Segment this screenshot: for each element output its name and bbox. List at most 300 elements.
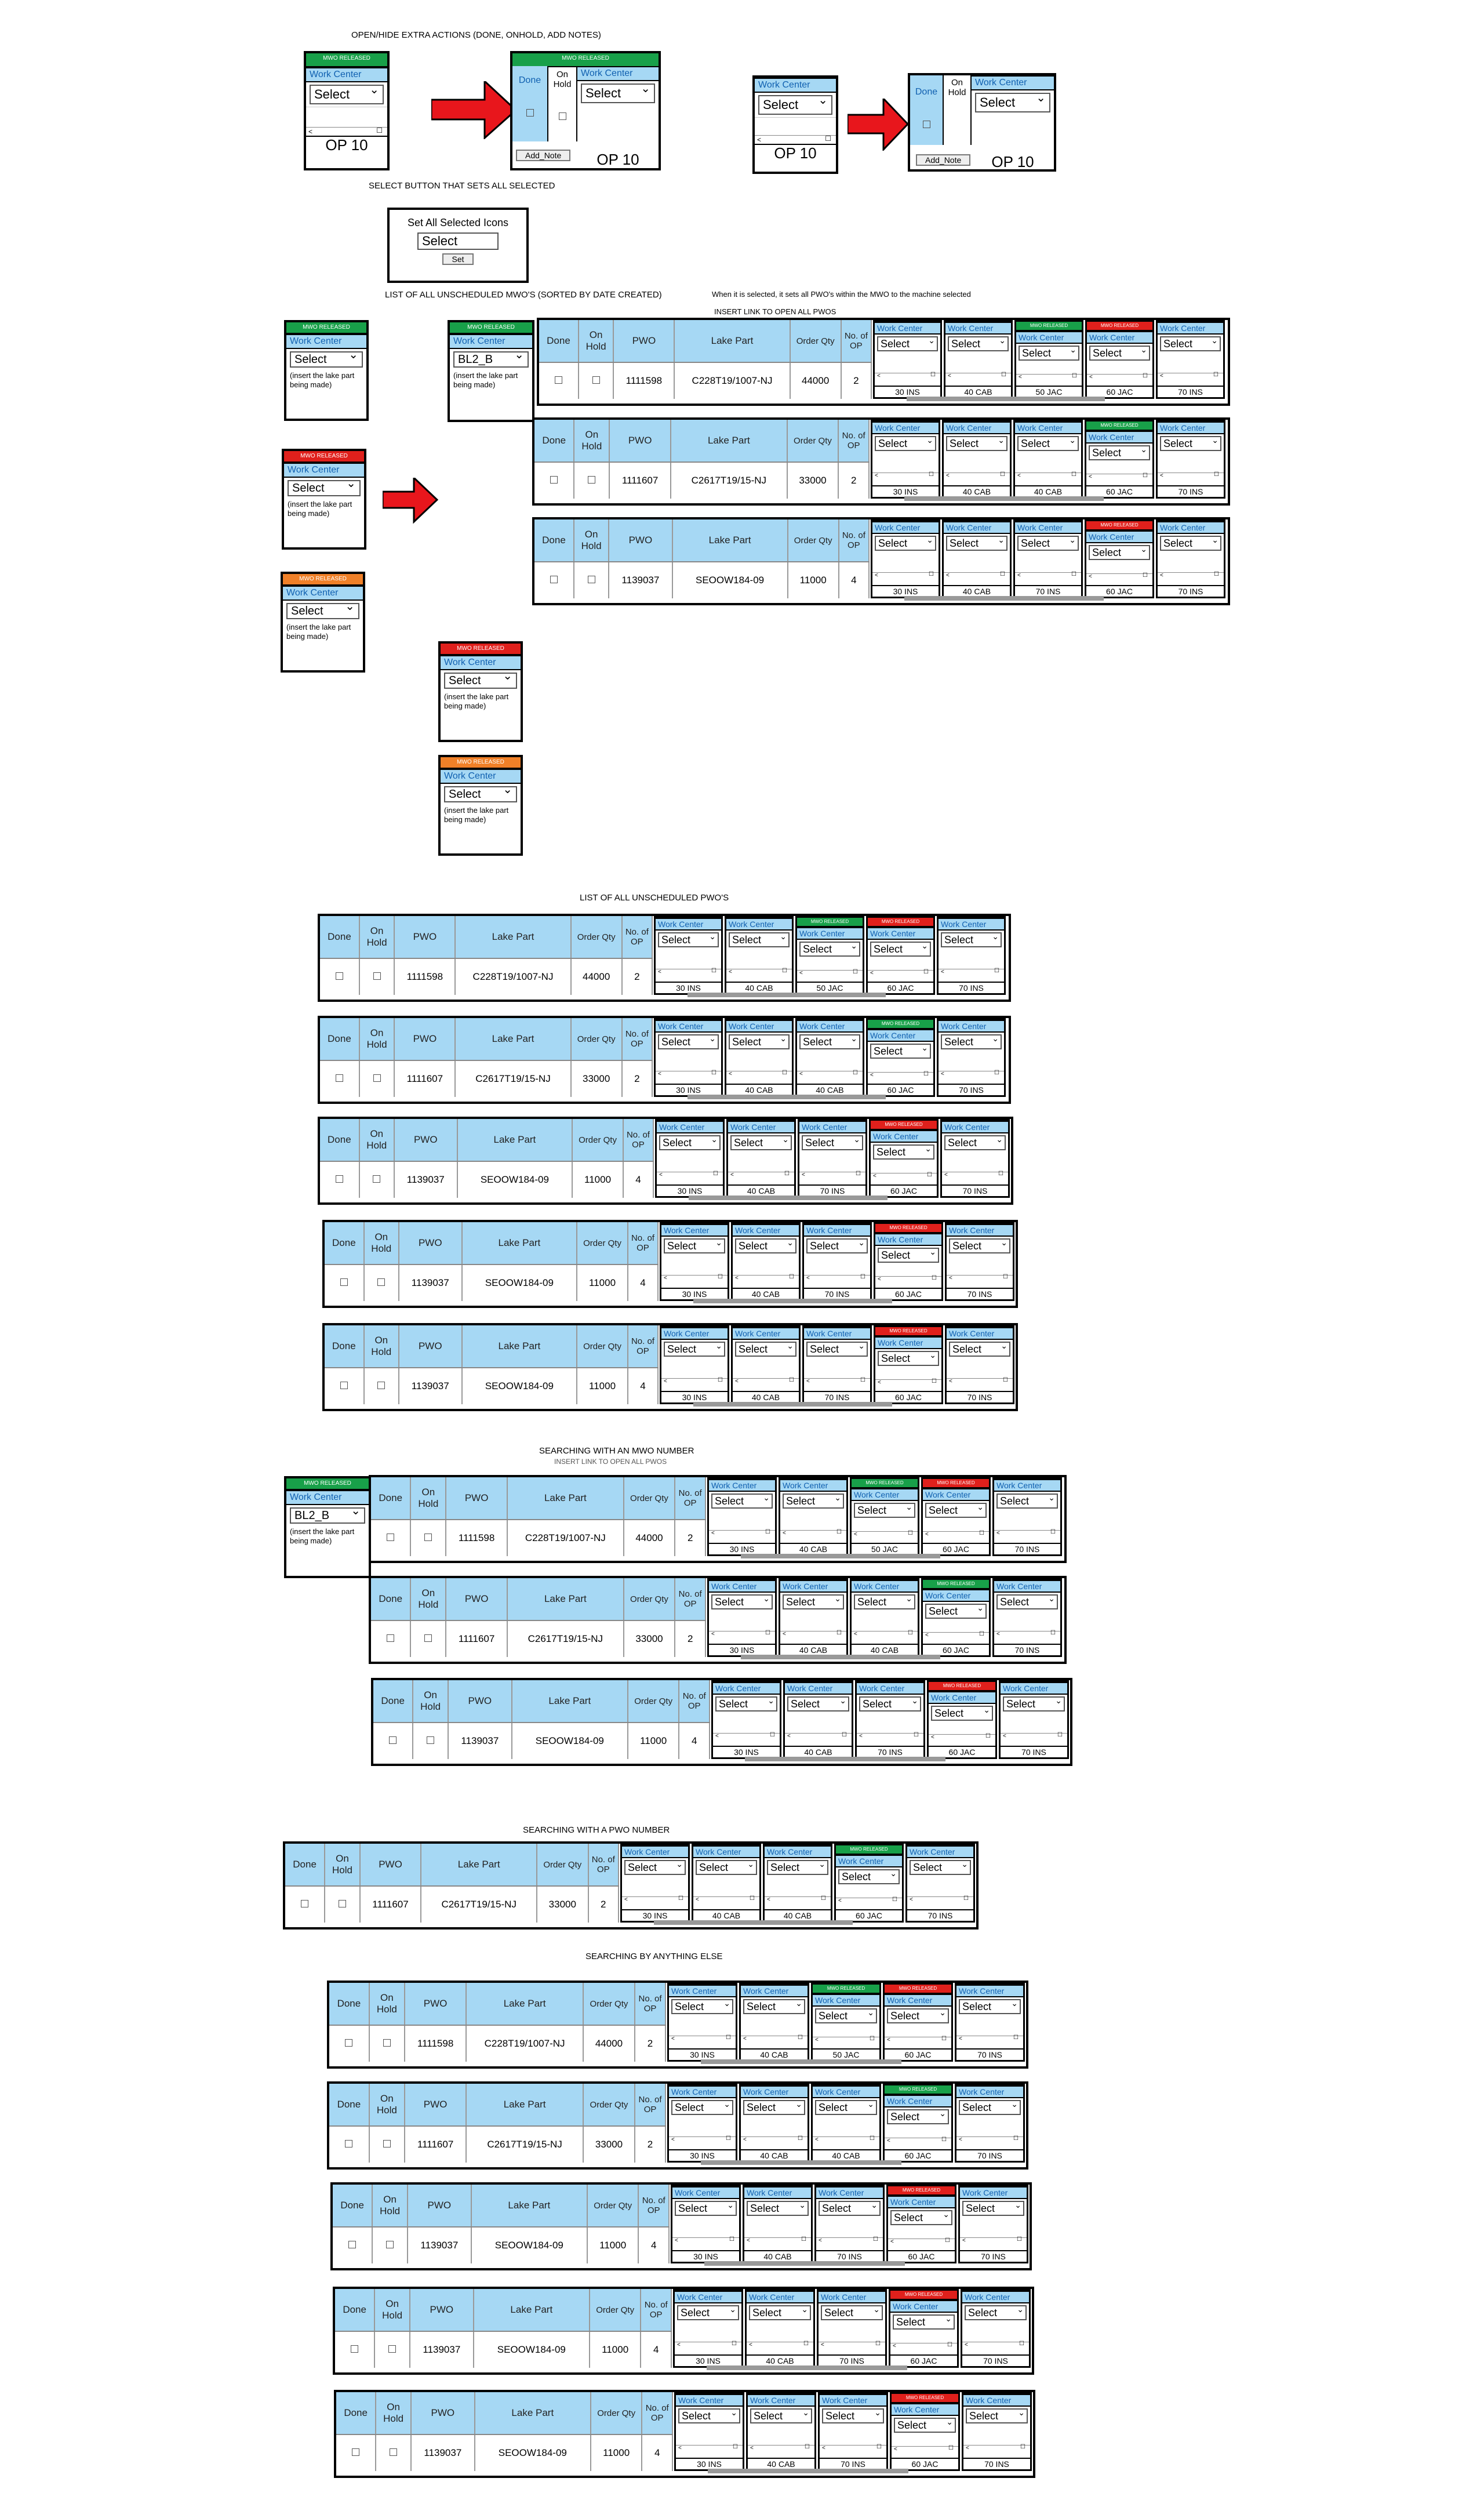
scroll-left[interactable]: < ☐ xyxy=(890,2343,957,2349)
work-center-select[interactable]: Select ⌄ xyxy=(1160,336,1221,351)
scroll-left[interactable]: < ☐ xyxy=(726,969,792,975)
machine-label: 70 INS xyxy=(947,1288,1013,1299)
header-lake-part: Lake Part xyxy=(512,1680,628,1723)
horizontal-scrollbar[interactable] xyxy=(701,2059,901,2064)
scroll-left[interactable]: < ☐ xyxy=(885,2037,951,2043)
scroll-left[interactable]: < ☐ xyxy=(744,2237,811,2244)
work-center-select[interactable]: Select ⌄ xyxy=(1089,445,1150,460)
scroll-left[interactable]: < ☐ xyxy=(929,1734,995,1740)
scroll-left[interactable]: < ☐ xyxy=(676,2445,743,2451)
machine-widget xyxy=(725,1018,794,1097)
scroll-left[interactable]: < ☐ xyxy=(994,1530,1060,1536)
work-center-header: Work Center xyxy=(885,2095,951,2107)
work-center-select[interactable]: Select ⌄ xyxy=(822,2408,884,2423)
machine-widget xyxy=(940,1119,1010,1198)
horizontal-scrollbar[interactable] xyxy=(741,1655,940,1659)
scroll-left[interactable]: < ☐ xyxy=(942,1172,1008,1178)
work-center-select[interactable]: Select ⌄ xyxy=(949,1238,1010,1253)
scroll-left[interactable]: < ☐ xyxy=(306,127,387,136)
set-all-select[interactable]: Select xyxy=(417,232,499,250)
work-center-select[interactable]: Select ⌄ xyxy=(696,1860,757,1875)
machine-label: 30 INS xyxy=(669,2149,736,2161)
onhold-checkbox[interactable] xyxy=(427,1736,434,1744)
scroll-left[interactable]: < ☐ xyxy=(656,969,721,975)
scroll-left[interactable]: < ☐ xyxy=(661,1275,728,1281)
work-center-select[interactable]: Select ⌄ xyxy=(1017,536,1079,551)
work-center-select[interactable]: Select ⌄ xyxy=(675,2201,737,2216)
done-checkbox[interactable] xyxy=(340,1382,348,1389)
scroll-left[interactable]: < ☐ xyxy=(820,2445,886,2451)
work-center-select[interactable]: Select ⌄ xyxy=(815,2008,877,2023)
mwo-select-bl2b[interactable]: BL2_B ⌄ xyxy=(290,1507,365,1524)
scroll-left[interactable]: < ☐ xyxy=(804,1378,870,1385)
scroll-left[interactable]: < ☐ xyxy=(923,1531,989,1538)
pwo-cell: 1139037 xyxy=(399,1368,462,1404)
op-count-cell: 2 xyxy=(622,958,652,995)
work-center-select[interactable]: Select ⌄ xyxy=(658,932,719,947)
scroll-left[interactable]: < ☐ xyxy=(780,1631,846,1637)
machine-widget xyxy=(798,1119,867,1198)
horizontal-scrollbar[interactable] xyxy=(689,1196,888,1200)
op-count-cell: 4 xyxy=(628,1264,658,1301)
work-center-select[interactable]: Select ⌄ xyxy=(965,2305,1027,2320)
onhold-checkbox[interactable] xyxy=(592,376,600,384)
onhold-checkbox[interactable] xyxy=(373,1175,380,1183)
scroll-left[interactable]: < ☐ xyxy=(1086,474,1152,480)
work-center-select[interactable]: Select ⌄ xyxy=(996,1594,1058,1609)
work-center-select[interactable]: Select ⌄ xyxy=(783,1594,844,1609)
scroll-left[interactable]: < ☐ xyxy=(875,1276,941,1282)
work-center-select[interactable]: Select ⌄ xyxy=(910,1860,971,1875)
work-center-select[interactable]: Select ⌄ xyxy=(877,336,938,351)
work-center-select[interactable]: Select ⌄ xyxy=(787,1696,849,1712)
work-center-header: Work Center xyxy=(785,1682,852,1695)
work-center-select[interactable]: Select ⌄ xyxy=(743,2100,805,2115)
work-center-select[interactable]: Select ⌄ xyxy=(859,1696,921,1712)
scroll-left[interactable]: < ☐ xyxy=(944,473,1010,479)
work-center-select[interactable]: Select ⌄ xyxy=(729,1034,790,1049)
scroll-left[interactable]: < ☐ xyxy=(780,1530,846,1536)
scroll-left[interactable]: < ☐ xyxy=(765,1896,831,1903)
scroll-left[interactable]: < ☐ xyxy=(939,1071,1004,1077)
search-mwo-row-2 xyxy=(369,1576,1067,1664)
horizontal-scrollbar[interactable] xyxy=(904,596,1104,601)
done-checkbox[interactable] xyxy=(345,2140,352,2147)
work-center-select[interactable]: Select ⌄ xyxy=(735,1238,796,1253)
mwo-select[interactable]: Select ⌄ xyxy=(444,786,517,802)
scroll-left[interactable]: < ☐ xyxy=(1015,572,1081,579)
onhold-checkbox[interactable] xyxy=(386,2241,394,2248)
done-checkbox[interactable] xyxy=(301,1900,308,1907)
scroll-left[interactable]: < ☐ xyxy=(947,1275,1013,1281)
scroll-left[interactable]: < ☐ xyxy=(733,1275,799,1281)
onhold-checkbox[interactable] xyxy=(383,2039,391,2047)
work-center-select[interactable]: Select ⌄ xyxy=(750,2408,812,2423)
op-count-cell: 2 xyxy=(675,1520,705,1556)
done-checkbox[interactable] xyxy=(526,109,534,117)
work-center-select[interactable]: Select ⌄ xyxy=(887,2008,949,2023)
onhold-checkbox[interactable] xyxy=(390,2448,397,2456)
op-count-cell: 4 xyxy=(839,562,869,598)
work-center-select[interactable]: Select ⌄ xyxy=(671,2100,733,2115)
work-center-select[interactable]: Select ⌄ xyxy=(659,1135,721,1150)
work-center-header: Work Center xyxy=(945,322,1011,335)
work-center-select[interactable]: Select ⌄ xyxy=(624,1860,686,1875)
order-qty-cell: 33000 xyxy=(571,1060,622,1097)
done-checkbox[interactable] xyxy=(336,972,343,980)
horizontal-scrollbar[interactable] xyxy=(708,2469,908,2473)
machine-label: 40 CAB xyxy=(1015,485,1081,497)
caption-pwo-list: LIST OF ALL UNSCHEDULED PWO'S xyxy=(580,893,729,903)
work-center-select[interactable]: Select ⌄ xyxy=(925,1503,987,1518)
scroll-left[interactable]: < ☐ xyxy=(1001,1733,1067,1739)
onhold-cell xyxy=(369,2126,405,2163)
work-center-select[interactable]: Select ⌄ xyxy=(806,1238,868,1253)
onhold-checkbox[interactable] xyxy=(588,576,595,583)
scroll-left[interactable]: < ☐ xyxy=(956,2136,1023,2143)
onhold-checkbox[interactable] xyxy=(559,112,566,120)
work-center-select[interactable]: Select ⌄ xyxy=(854,1594,915,1609)
scroll-left[interactable]: < ☐ xyxy=(1087,374,1152,380)
scroll-left[interactable]: < ☐ xyxy=(836,1898,902,1904)
work-center-select[interactable]: Select ⌄ xyxy=(767,1860,828,1875)
mwo-select-bl2b[interactable]: BL2_B ⌄ xyxy=(453,351,529,368)
scroll-left[interactable]: < ☐ xyxy=(1158,473,1224,479)
work-center-select[interactable]: Select ⌄ xyxy=(966,2408,1028,2423)
machine-widget xyxy=(958,2185,1028,2263)
machine-widget xyxy=(726,1119,796,1198)
scroll-left[interactable]: < ☐ xyxy=(852,1631,918,1637)
work-center-select[interactable]: Select ⌄ xyxy=(875,436,936,451)
work-center-header: Work Center xyxy=(657,1121,723,1133)
machine-label: 30 INS xyxy=(709,1644,775,1655)
scroll-left[interactable]: < ☐ xyxy=(785,1733,852,1739)
scroll-left[interactable]: < ☐ xyxy=(888,2239,955,2245)
onhold-checkbox[interactable] xyxy=(373,1074,381,1082)
mwo-select[interactable]: Select ⌄ xyxy=(290,351,363,368)
scroll-left[interactable]: < ☐ xyxy=(868,1072,933,1078)
scroll-left[interactable]: < ☐ xyxy=(656,1071,721,1077)
work-center-select[interactable]: Select ⌄ xyxy=(946,436,1007,451)
done-checkbox[interactable] xyxy=(387,1534,394,1541)
scroll-left[interactable]: < ☐ xyxy=(1086,573,1152,580)
done-cell xyxy=(329,2025,369,2062)
done-checkbox[interactable] xyxy=(340,1278,348,1286)
work-center-select[interactable]: Select ⌄ xyxy=(806,1342,868,1357)
pwo-cell: 1139037 xyxy=(448,1723,512,1759)
work-center-select[interactable]: Select ⌄ xyxy=(729,932,790,947)
onhold-checkbox[interactable] xyxy=(388,2345,396,2353)
work-center-select[interactable]: Select ⌄ xyxy=(815,2100,877,2115)
scroll-left[interactable]: < ☐ xyxy=(661,1378,728,1385)
machine-widget xyxy=(654,916,723,995)
scroll-left[interactable]: < ☐ xyxy=(748,2445,814,2451)
scroll-left[interactable]: < ☐ xyxy=(947,1378,1013,1385)
done-checkbox[interactable] xyxy=(389,1736,397,1744)
work-center-select[interactable]: Select ⌄ xyxy=(677,2305,739,2320)
work-center-select[interactable]: Select ⌄ xyxy=(941,1034,1002,1049)
horizontal-scrollbar[interactable] xyxy=(904,496,1104,501)
scroll-left[interactable]: < ☐ xyxy=(907,1896,973,1903)
scroll-left[interactable]: < ☐ xyxy=(709,1530,775,1536)
work-center-select[interactable]: Select ⌄ xyxy=(946,536,1007,551)
work-center-select[interactable]: Select ⌄ xyxy=(711,1594,773,1609)
work-center-select[interactable]: Select ⌄ xyxy=(870,1044,931,1059)
header-no-of-op: No. of OP xyxy=(839,519,869,562)
onhold-checkbox[interactable] xyxy=(424,1534,432,1541)
work-center-select[interactable]: Select ⌄ xyxy=(749,2305,811,2320)
scroll-left[interactable]: < ☐ xyxy=(960,2237,1027,2244)
work-center-select[interactable]: Select ⌄ xyxy=(890,2210,952,2225)
scroll-left[interactable]: < ☐ xyxy=(939,969,1004,975)
machine-widget xyxy=(674,2392,744,2471)
machine-label: 30 INS xyxy=(661,1288,728,1299)
scroll-left[interactable]: < ☐ xyxy=(693,1896,759,1903)
header-done: Done xyxy=(333,2185,372,2227)
scroll-left[interactable]: < ☐ xyxy=(857,1733,923,1739)
scroll-left[interactable]: < ☐ xyxy=(709,1631,775,1637)
scroll-left[interactable]: < ☐ xyxy=(1015,473,1081,479)
horizontal-scrollbar[interactable] xyxy=(701,2160,901,2165)
work-center-header: Work Center xyxy=(813,1994,879,2007)
mwo-select[interactable]: Select ⌄ xyxy=(286,603,359,619)
work-center-select[interactable]: Select ⌄ xyxy=(870,942,931,957)
work-center-select[interactable]: Select ⌄ xyxy=(838,1869,900,1884)
done-checkbox[interactable] xyxy=(387,1634,394,1642)
add-note-button[interactable]: Add_Note xyxy=(916,154,970,166)
done-checkbox[interactable] xyxy=(555,376,562,384)
scroll-left[interactable]: < ☐ xyxy=(741,2136,808,2143)
horizontal-scrollbar[interactable] xyxy=(907,397,1105,401)
onhold-cell xyxy=(374,2331,410,2368)
set-button[interactable]: Set xyxy=(442,253,473,265)
scroll-left[interactable]: < ☐ xyxy=(1158,373,1223,379)
done-checkbox[interactable] xyxy=(550,576,558,583)
horizontal-scrollbar[interactable] xyxy=(707,2365,907,2370)
work-center-select[interactable]: Select ⌄ xyxy=(730,1135,792,1150)
scroll-left[interactable]: < ☐ xyxy=(945,373,1011,379)
work-center-select[interactable]: Select ⌄ xyxy=(1089,346,1150,361)
scroll-left[interactable]: < ☐ xyxy=(804,1275,870,1281)
work-center-select[interactable]: Select ⌄ xyxy=(878,1351,939,1366)
scroll-left[interactable]: < ☐ xyxy=(819,2342,885,2348)
work-center-select[interactable]: Select ⌄ xyxy=(941,932,1002,947)
scroll-left[interactable]: < ☐ xyxy=(755,135,836,144)
work-center-select[interactable]: Select ⌄ xyxy=(715,1696,777,1712)
scroll-left[interactable]: < ☐ xyxy=(813,2037,879,2043)
scroll-left[interactable]: < ☐ xyxy=(813,2136,879,2143)
scroll-left[interactable]: < ☐ xyxy=(963,2445,1030,2451)
work-center-header: Work Center xyxy=(875,1336,941,1349)
horizontal-scrollbar[interactable] xyxy=(741,1554,940,1558)
header-done: Done xyxy=(329,1983,369,2025)
onhold-checkbox[interactable] xyxy=(373,972,381,980)
machine-label: 40 CAB xyxy=(780,1543,846,1554)
mwo-select[interactable]: Select ⌄ xyxy=(444,673,517,689)
work-center-select[interactable]: Select ⌄ xyxy=(962,2201,1024,2216)
work-center-select[interactable]: Select ⌄ xyxy=(664,1238,725,1253)
onhold-checkbox[interactable] xyxy=(383,2140,391,2147)
done-cell xyxy=(329,2126,369,2163)
work-center-select[interactable]: Select ⌄ xyxy=(959,1999,1021,2014)
work-center-select[interactable]: Select ⌄ xyxy=(1160,536,1221,551)
work-center-select[interactable]: Select ⌄ xyxy=(735,1342,796,1357)
done-checkbox[interactable] xyxy=(923,121,930,128)
horizontal-scrollbar[interactable] xyxy=(688,1095,886,1099)
header-done: Done xyxy=(371,1578,410,1620)
work-center-select[interactable]: Select ⌄ xyxy=(819,2201,881,2216)
scroll-left[interactable]: < ☐ xyxy=(797,1071,863,1077)
work-center-header: Work Center xyxy=(748,2394,814,2407)
onhold-checkbox[interactable] xyxy=(588,476,595,484)
order-qty-cell: 11000 xyxy=(587,2227,639,2263)
scroll-left[interactable]: < ☐ xyxy=(892,2446,958,2452)
scroll-left[interactable]: < ☐ xyxy=(1158,572,1224,579)
work-center-select[interactable]: Select ⌄ xyxy=(711,1494,773,1509)
machine-widget xyxy=(811,1983,881,2062)
machine-label: 30 INS xyxy=(669,2048,736,2060)
scroll-left[interactable]: < ☐ xyxy=(669,2036,736,2042)
work-center-select[interactable]: Select ⌄ xyxy=(873,1144,934,1160)
scroll-left[interactable]: < ☐ xyxy=(797,970,863,976)
mwo-select[interactable]: Select ⌄ xyxy=(288,480,361,496)
work-center-select[interactable]: Select ⌄ xyxy=(1160,436,1221,451)
done-checkbox[interactable] xyxy=(352,2448,359,2456)
horizontal-scrollbar[interactable] xyxy=(704,2261,905,2266)
onhold-checkbox[interactable] xyxy=(377,1278,385,1286)
work-center-select[interactable]: Select ⌄ xyxy=(949,1342,1010,1357)
work-center-select[interactable]: Select ⌄ xyxy=(821,2305,883,2320)
scroll-left[interactable]: < ☐ xyxy=(923,1632,989,1638)
machine-widget xyxy=(855,1680,925,1759)
header-done: Done xyxy=(534,519,574,562)
scroll-left[interactable]: < ☐ xyxy=(799,1172,865,1178)
work-center-select[interactable]: Select ⌄ xyxy=(854,1503,915,1518)
machine-label: 30 INS xyxy=(622,1909,688,1921)
scroll-left[interactable]: < ☐ xyxy=(868,970,933,976)
scroll-left[interactable]: < ☐ xyxy=(872,473,939,479)
work-center-select[interactable]: Select ⌄ xyxy=(1089,545,1150,560)
pwo-cell: 1139037 xyxy=(394,1161,457,1198)
work-center-select[interactable]: Select ⌄ xyxy=(878,1248,939,1263)
work-center-select[interactable]: Select ⌄ xyxy=(581,83,655,103)
horizontal-scrollbar[interactable] xyxy=(654,1920,853,1925)
done-checkbox[interactable] xyxy=(336,1175,343,1183)
scroll-left[interactable]: < ☐ xyxy=(875,1379,941,1386)
horizontal-scrollbar[interactable] xyxy=(693,1299,892,1303)
work-center-select[interactable]: Select ⌄ xyxy=(747,2201,809,2216)
work-center-select[interactable]: Select ⌄ xyxy=(678,2408,740,2423)
work-center-select[interactable]: Select ⌄ xyxy=(887,2109,949,2124)
onhold-checkbox[interactable] xyxy=(377,1382,385,1389)
scroll-left[interactable]: < ☐ xyxy=(669,2136,736,2143)
work-center-select[interactable]: Select ⌄ xyxy=(310,85,384,104)
work-center-select[interactable]: Select ⌄ xyxy=(944,1135,1006,1150)
header-done: Done xyxy=(329,2084,369,2126)
onhold-cell xyxy=(369,2025,405,2062)
machine-widget xyxy=(1156,519,1225,598)
scroll-left[interactable]: < ☐ xyxy=(622,1896,688,1903)
scroll-left[interactable]: < ☐ xyxy=(713,1733,780,1739)
caption-insert-link: INSERT LINK TO OPEN ALL PWOS xyxy=(714,307,836,316)
work-center-select[interactable]: Select ⌄ xyxy=(893,2314,955,2330)
onhold-checkbox[interactable] xyxy=(339,1900,346,1907)
work-center-select[interactable]: Select ⌄ xyxy=(894,2418,956,2433)
scroll-left[interactable]: < ☐ xyxy=(747,2342,813,2348)
work-center-select[interactable]: Select ⌄ xyxy=(758,95,832,115)
work-center-select[interactable]: Select ⌄ xyxy=(875,536,936,551)
scroll-left[interactable]: < ☐ xyxy=(726,1071,792,1077)
scroll-left[interactable]: < ☐ xyxy=(872,572,939,579)
done-checkbox[interactable] xyxy=(348,2241,356,2248)
work-center-select[interactable]: Select ⌄ xyxy=(996,1494,1058,1509)
header-lake-part: Lake Part xyxy=(507,1578,624,1620)
add-note-button[interactable]: Add_Note xyxy=(516,150,570,161)
done-checkbox[interactable] xyxy=(336,1074,343,1082)
machine-widget xyxy=(817,2289,887,2368)
horizontal-scrollbar[interactable] xyxy=(688,993,886,997)
work-center-select[interactable]: Select ⌄ xyxy=(1017,436,1079,451)
work-center-select[interactable]: Select ⌄ xyxy=(671,1999,733,2014)
work-center-select[interactable]: Select ⌄ xyxy=(959,2100,1021,2115)
scroll-left[interactable]: < ☐ xyxy=(672,2237,739,2244)
work-center-select[interactable]: Select ⌄ xyxy=(799,1034,860,1049)
horizontal-scrollbar[interactable] xyxy=(693,1402,892,1407)
scroll-left[interactable]: < ☐ xyxy=(675,2342,741,2348)
done-checkbox[interactable] xyxy=(550,476,558,484)
scroll-left[interactable]: < ☐ xyxy=(741,2036,808,2042)
work-center-select[interactable]: Select ⌄ xyxy=(664,1342,725,1357)
work-center-select[interactable]: Select ⌄ xyxy=(1003,1696,1065,1712)
work-center-select[interactable]: Select ⌄ xyxy=(799,942,860,957)
scroll-left[interactable]: < ☐ xyxy=(956,2036,1023,2042)
work-center-select[interactable]: Select ⌄ xyxy=(925,1604,987,1619)
work-center-select[interactable]: Select ⌄ xyxy=(743,1999,805,2014)
work-center-header: Work Center xyxy=(872,421,939,434)
work-center-select[interactable]: Select ⌄ xyxy=(802,1135,863,1150)
scroll-left[interactable]: < ☐ xyxy=(944,572,1010,579)
scroll-left[interactable]: < ☐ xyxy=(871,1173,937,1179)
scroll-left[interactable]: < ☐ xyxy=(728,1172,794,1178)
onhold-checkbox[interactable] xyxy=(424,1634,432,1642)
scroll-left[interactable]: < ☐ xyxy=(1016,374,1082,380)
work-center-select[interactable]: Select ⌄ xyxy=(975,93,1050,112)
work-center-header: Work Center xyxy=(669,1985,736,1997)
scroll-left[interactable]: < ☐ xyxy=(962,2342,1029,2348)
done-checkbox[interactable] xyxy=(351,2345,358,2353)
horizontal-scrollbar[interactable] xyxy=(745,1757,945,1761)
scroll-left[interactable]: < ☐ xyxy=(733,1378,799,1385)
work-center-select[interactable]: Select ⌄ xyxy=(931,1706,993,1721)
work-center-select[interactable]: Select ⌄ xyxy=(1019,346,1079,361)
op-count-cell: 2 xyxy=(838,462,869,499)
work-center-select[interactable]: Select ⌄ xyxy=(948,336,1009,351)
scroll-left[interactable]: < ☐ xyxy=(852,1531,918,1538)
machine-widget xyxy=(937,916,1006,995)
work-center-select[interactable]: Select ⌄ xyxy=(658,1034,719,1049)
scroll-left[interactable]: < ☐ xyxy=(875,373,940,379)
machine-widget xyxy=(999,1680,1069,1759)
machine-widget xyxy=(743,2185,813,2263)
scroll-left[interactable]: < ☐ xyxy=(657,1172,723,1178)
scroll-left[interactable]: < ☐ xyxy=(994,1631,1060,1637)
done-checkbox[interactable] xyxy=(345,2039,352,2047)
header-no-of-op: No. of OP xyxy=(622,916,652,958)
scroll-left[interactable]: < ☐ xyxy=(885,2138,951,2144)
scroll-left[interactable]: < ☐ xyxy=(816,2237,883,2244)
work-center-select[interactable]: Select ⌄ xyxy=(783,1494,844,1509)
machine-label: 70 INS xyxy=(907,1909,973,1921)
